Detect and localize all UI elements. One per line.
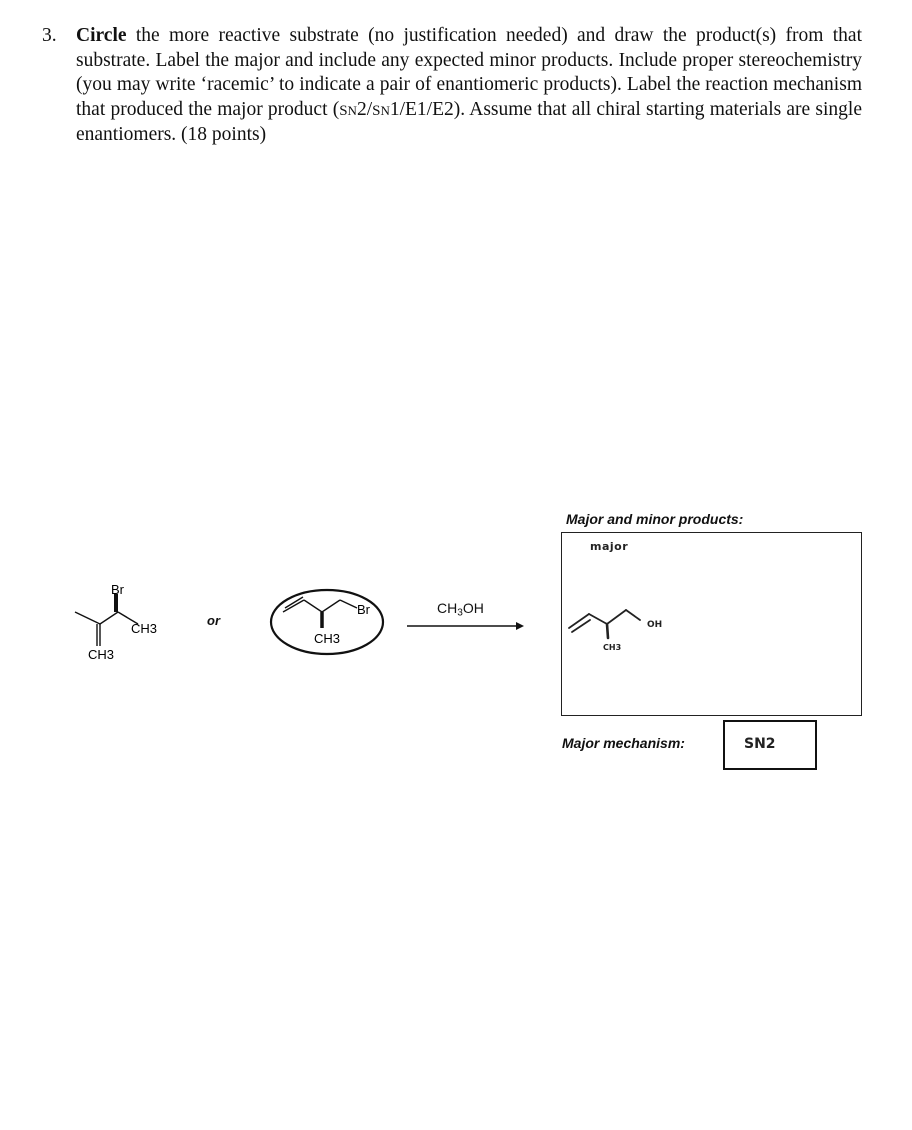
substrate-1-structure [75, 594, 138, 646]
mechanism-title: Major mechanism: [562, 735, 685, 751]
or-label: or [207, 613, 220, 628]
substrate-2-br: Br [357, 602, 370, 617]
handwritten-oh: OH [647, 620, 663, 630]
products-answer-box[interactable] [561, 532, 862, 716]
substrate-1-ch3-right: CH3 [131, 621, 158, 636]
handwritten-major-label: major [590, 540, 629, 553]
substrate-1-br: Br [111, 582, 124, 597]
handwritten-ch3: CH3 [603, 643, 622, 652]
question-number: 3. [42, 25, 57, 46]
mechanism-answer: SN2 [744, 736, 776, 752]
substrate-1-ch3-bottom: CH3 [88, 647, 115, 662]
substrate-2-ch3: CH3 [314, 631, 341, 646]
circle-instruction: Circle [76, 25, 127, 46]
reagent-label: $CH_3OH$ [437, 600, 484, 619]
products-title: Major and minor products: [566, 511, 744, 527]
reaction-arrow [407, 622, 524, 630]
question-body: Circle the more reactive substrate (no justification needed) and draw the product(s) from that substrate. Label the major and include any expected minor products. Include proper stereochemistry (you may write ‘racemic’ to indicate a pair of enantiomeric products). Label the reaction mechanism that produced the major product (SN2/SN1/E1/E2). Assume that all chiral starting materials are single enantiomers. (18 points) [76, 25, 862, 145]
substrate-2-structure [283, 597, 357, 628]
